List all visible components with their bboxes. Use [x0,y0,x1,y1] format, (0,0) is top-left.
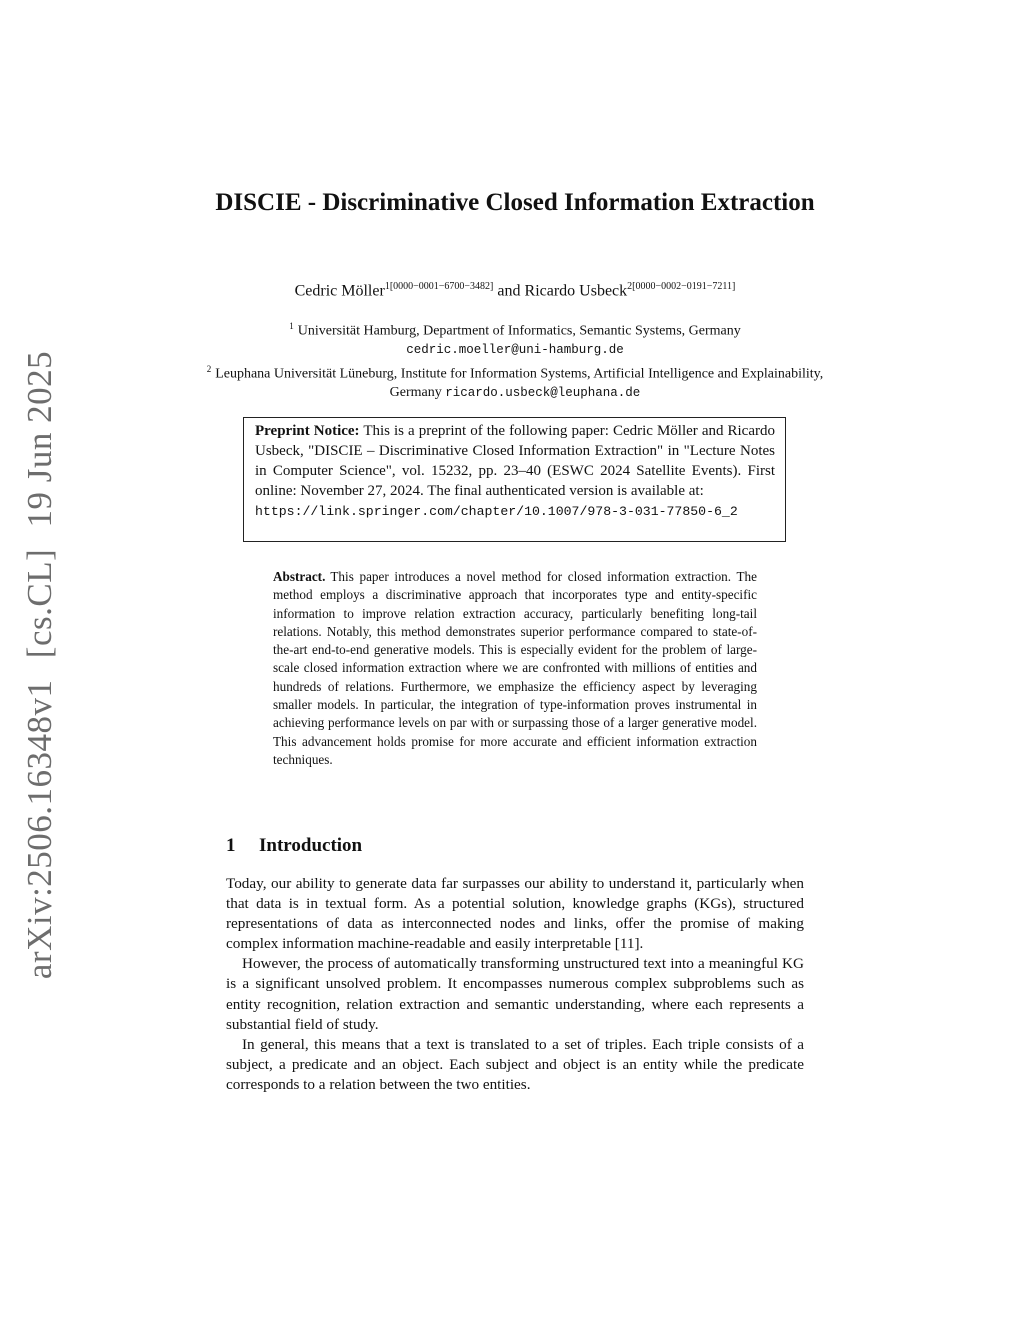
paragraph: However, the process of automatically transforming unstructured text into a meaningful KG is a significant unsolved problem. It encompasses numerous complex subproblems such as entity recognition, relation extraction and semantic understanding, where each represents a substantial field of study. [226,955,804,1033]
affiliation-2 [200,360,830,403]
abstract-label: Abstract. [273,569,326,584]
author-affil-mark: 1 [384,281,390,292]
author-line [180,281,850,300]
section-number: 1 [226,835,236,856]
abstract [273,568,757,769]
affiliation-1 [200,317,830,360]
author-orcid: [0000−0001−6700−3482] [389,281,494,292]
section-title: Introduction [259,835,363,856]
author-conjunction: and [497,282,521,300]
preprint-notice-label: Preprint Notice: [255,423,360,439]
arxiv-date: 19 Jun 2025 [20,350,59,528]
preprint-notice-text: This is a preprint of the following paper: Cedric Möller and Ricardo Usbeck, "DISCIE – Discriminative Closed Information Extraction" in "Lecture Notes in Computer Science", vol. 15232, pp. 23–40 (ESWC 2024 Satellite Events). First online: November 27, 2024. The final authenticated version is available at: [255,423,775,499]
preprint-notice-url: https://link.springer.com/chapter/10.1007/978-3-031-77850-6_2 [255,504,738,519]
preprint-notice-box [243,417,786,542]
author-name: Ricardo Usbeck [524,282,628,300]
affiliation-number: 1 [289,321,294,331]
affiliations [200,317,830,402]
paragraph: In general, this means that a text is translated to a set of triples. Each triple consists of a subject, a predicate and an object. Each subject and object is an entity while the predicate corresponds to a relation between the two entities. [226,1035,804,1093]
author-affil-mark: 2 [627,281,633,292]
affiliation-email: cedric.moeller@uni-hamburg.de [406,343,624,358]
arxiv-category: [cs.CL] [20,548,59,659]
section-body [226,874,804,1095]
author-name: Cedric Möller [294,282,385,300]
section-heading [226,835,362,857]
affiliation-number: 2 [206,363,212,374]
paper-title: DISCIE - Discriminative Closed Information Extraction [215,189,815,216]
arxiv-id: arXiv:2506.16348v1 [20,679,59,980]
affiliation-text: Universität Hamburg, Department of Informatics, Semantic Systems, Germany [297,323,741,339]
affiliation-text: Leuphana Universität Lüneburg, Institute for Information Systems, Artificial Intelligence and Explainability, Germany [215,366,824,400]
affiliation-email: ricardo.usbeck@leuphana.de [445,385,641,400]
paragraph: Today, our ability to generate data far surpasses our ability to understand it, particularly when that data is in textual form. As a potential solution, knowledge graphs (KGs), structured representations of data as interconnected nodes and links, offer the promise of making complex information machine-readable and easily interpretable [11]. [226,875,804,953]
abstract-text: This paper introduces a novel method for closed information extraction. The method employs a discriminative approach that incorporates type and entity-specific information to improve relation extraction accuracy, particularly benefiting long-tail relations. Notably, this method demonstrates superior performance compared to state-of-the-art end-to-end generative models. This is especially evident for the problem of large-scale closed information extraction where we are confronted with millions of entities and hundreds of relations. Furthermore, we emphasize the efficiency aspect by leveraging smaller models. In particular, the integration of type-information proves instrumental in achieving performance levels on par with or surpassing those of a larger generative model. This advancement holds promise for more accurate and efficient information extraction techniques. [273,569,757,767]
author-orcid: [0000−0002−0191−7211] [632,281,736,292]
arxiv-sidebar-stamp [20,345,60,985]
